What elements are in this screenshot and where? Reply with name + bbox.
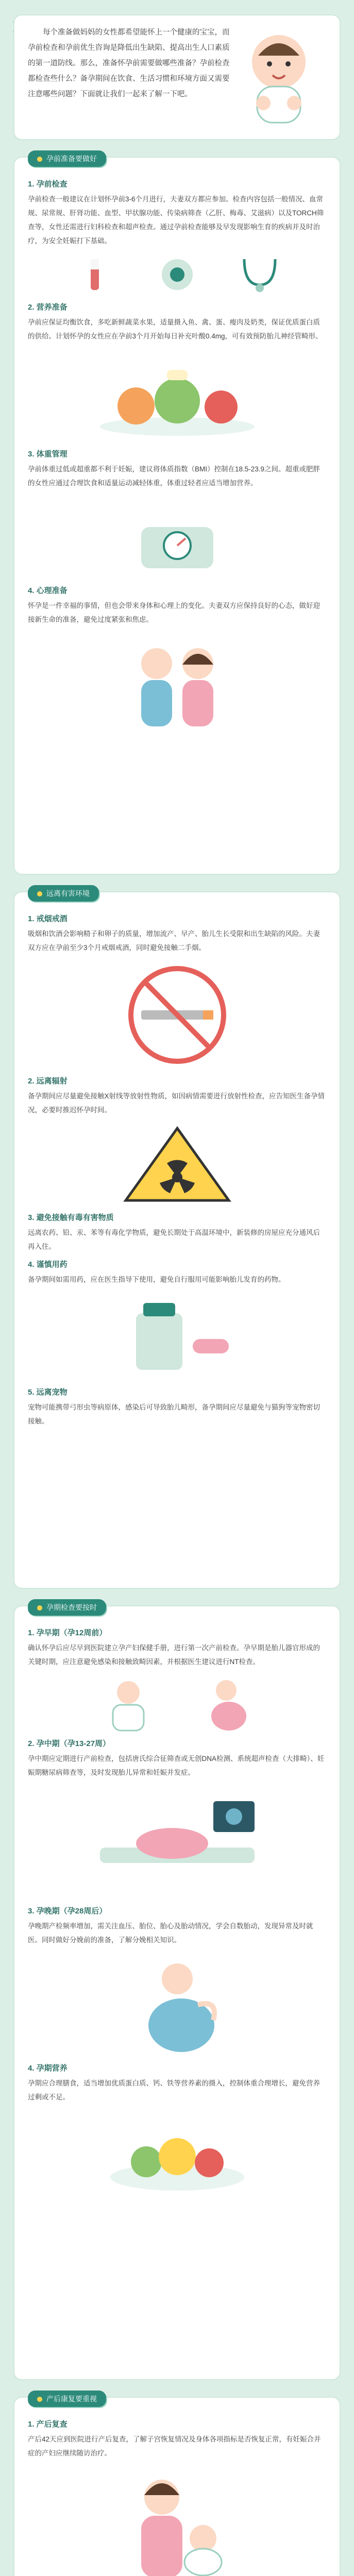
block-text: 孕期应合理膳食，适当增加优质蛋白质、钙、铁等营养素的摄入，控制体重合理增长，避免营养过剩或不足。: [28, 2079, 320, 2101]
intro-text: 每个准备做妈妈的女性都希望能怀上一个健康的宝宝，而孕前检查和孕前优生咨询是降低出生缺陷、提高出生人口素质的第一道防线。那么，准备怀孕前需要做哪些准备？孕前检查都检查些什么？备孕期间在饮食、生活习惯和环境方面又需要注意哪些问题？下面就让我们一起来了解一下吧。: [28, 28, 230, 98]
section-preparation: [14, 155, 340, 874]
block-text: 远离农药、铅、汞、苯等有毒化学物质，避免长期处于高温环境中，新装修的房屋应充分通风后再入住。: [28, 1229, 320, 1250]
block-heading: 4. 孕期营养: [28, 2064, 68, 2073]
sun-icon: [37, 157, 42, 162]
scale-illustration: [100, 496, 255, 579]
stethoscope-icon: [229, 254, 291, 295]
sun-icon: [37, 1605, 42, 1611]
section-prenatal: [14, 1603, 340, 2379]
block-text: 宠物可能携带弓形虫等病原体，感染后可导致胎儿畸形，备孕期间应尽量避免与猫狗等宠物密切接触。: [28, 1403, 320, 1425]
baby-illustration: [232, 26, 325, 129]
block-heading: 3. 体重管理: [28, 450, 68, 459]
couple-illustration: [100, 633, 255, 731]
block-text: 备孕期间应尽量避免接触X射线等放射性物质，如因病情需要进行放射性检查，应告知医生备孕情况，必要时推迟怀孕时间。: [28, 1092, 325, 1114]
blood-test-icon: [64, 254, 126, 295]
section-title: 孕期检查要按时: [28, 1599, 106, 1616]
block-heading: 3. 孕晚期（孕28周后）: [28, 1907, 107, 1916]
block-heading: 4. 心理准备: [28, 586, 68, 595]
section-title: 孕前准备要做好: [28, 150, 106, 167]
mother-baby-illustration: [85, 2466, 270, 2576]
no-smoking-illustration: [95, 961, 260, 1069]
block-heading: 1. 孕早期（孕12周前）: [28, 1629, 107, 1637]
ultrasound-icon: [146, 254, 208, 295]
block-text: 备孕期间如需用药，应在医生指导下使用，避免自行服用可能影响胎儿发育的药物。: [28, 1276, 285, 1283]
section-postpartum: [14, 2395, 340, 2576]
section-title: 远离有害环境: [28, 885, 99, 902]
block-text: 孕晚期产检频率增加，需关注血压、胎位、胎心及胎动情况，学会自数胎动，发现异常及时就医。同时做好分娩前的准备，了解分娩相关知识。: [28, 1922, 313, 1944]
block-heading: 1. 孕前检查: [28, 180, 68, 189]
late-pregnancy-illustration: [95, 1953, 260, 2056]
page: [0, 15, 354, 2576]
block-heading: 2. 营养准备: [28, 303, 68, 312]
section-title: 产后康复要重视: [28, 2391, 106, 2407]
block-text: 产后42天应到医院进行产后复查，了解子宫恢复情况及身体各项指标是否恢复正常，有妊娠合并症的产妇应继续随访治疗。: [28, 2435, 321, 2457]
block-text: 吸烟和饮酒会影响精子和卵子的质量，增加流产、早产、胎儿生长受限和出生缺陷的风险。夫妻双方应在孕前至少3个月戒烟戒酒，同时避免接触二手烟。: [28, 930, 320, 952]
block-text: 怀孕是一件幸福的事情，但也会带来身体和心理上的变化。夫妻双方应保持良好的心态，做好迎接新生命的准备，避免过度紧张和焦虑。: [28, 602, 320, 623]
radiation-icon: [121, 1123, 234, 1206]
sun-icon: [37, 891, 42, 896]
intro-card: [14, 15, 340, 139]
block-heading: 1. 戒烟戒酒: [28, 914, 68, 923]
medicine-illustration: [105, 1293, 249, 1380]
block-heading: 2. 孕中期（孕13-27周）: [28, 1739, 111, 1748]
block-text: 孕中期应定期进行产前检查，包括唐氏综合征筛查或无创DNA检测、系统超声检查（大排畸）、妊娠期糖尿病筛查等，及时发现胎儿异常和妊娠并发症。: [28, 1755, 325, 1776]
doctor-icon: [90, 1675, 167, 1732]
block-text: 孕前应保证均衡饮食，多吃新鲜蔬菜水果，适量摄入鱼、禽、蛋、瘦肉及奶类，保证优质蛋白质的供给。计划怀孕的女性应在孕前3个月开始每日补充叶酸0.4mg，可有效预防胎儿神经管畸形。: [28, 318, 323, 340]
block-text: 孕前体重过低或超重都不利于妊娠，建议将体质指数（BMI）控制在18.5-23.9之间。超重或肥胖的女性应通过合理饮食和适量运动减轻体重，体重过轻者应适当增加营养。: [28, 465, 321, 487]
sun-icon: [37, 2397, 42, 2402]
block-heading: 4. 谨慎用药: [28, 1260, 68, 1269]
nutrition-illustration: [85, 349, 270, 442]
section-environment: [14, 889, 340, 1588]
healthy-food-illustration: [100, 2110, 255, 2198]
ultrasound-exam-illustration: [85, 1786, 270, 1899]
checkup-images: [28, 254, 326, 295]
block-text: 确认怀孕后应尽早到医院建立孕产妇保健手册，进行第一次产前检查。孕早期是胎儿器官形成的关键时期，应注意避免感染和接触致畸因素，并根据医生建议进行NT检查。: [28, 1644, 320, 1666]
prenatal-images: [28, 1675, 326, 1732]
block-heading: 2. 远离辐射: [28, 1077, 68, 1086]
block-text: 孕前检查一般建议在计划怀孕前3-6个月进行，夫妻双方都应参加。检查内容包括一般情况、血常规、尿常规、肝肾功能、血型、甲状腺功能、传染病筛查（乙肝、梅毒、艾滋病）以及TORCH筛查等，女性还需进行妇科检查和超声检查。通过孕前检查能够及早发现影响生育的疾病并及时治疗，为安全妊娠打下基础。: [28, 195, 324, 245]
block-heading: 1. 产后复查: [28, 2420, 68, 2429]
block-heading: 5. 远离宠物: [28, 1388, 68, 1397]
block-heading: 3. 避免接触有毒有害物质: [28, 1213, 114, 1222]
pregnant-woman-icon: [188, 1675, 265, 1732]
